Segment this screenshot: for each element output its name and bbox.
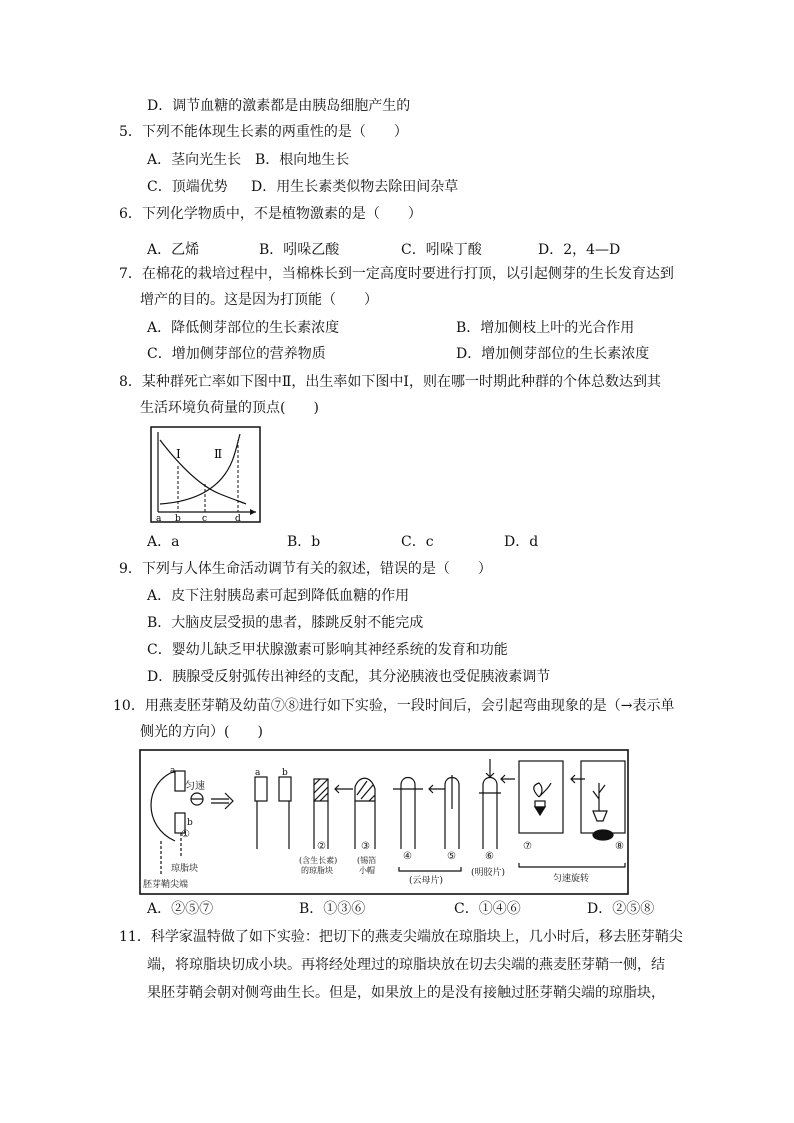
q5-option-a: A．茎向光生长 [147, 152, 242, 168]
tick-d: d [235, 514, 241, 524]
q9-option-d: D．胰腺受反射弧传出神经的支配，其分泌胰液也受促胰液素调节 [147, 669, 551, 685]
q7-option-a: A．降低侧芽部位的生长素浓度 [147, 320, 340, 336]
fig-label-a: a [255, 768, 261, 778]
fig-num-8: ⑧ [615, 841, 624, 852]
q11-line1: 11．科学家温特做了如下实验：把切下的燕麦尖端放在琼脂块上，几小时后，移去胚芽鞘尖 [119, 929, 683, 945]
fig-num-5: ⑤ [447, 851, 456, 862]
q6-option-a: A．乙烯 [147, 242, 200, 258]
tick-b: b [175, 514, 181, 524]
q8-option-d: D．d [504, 534, 539, 550]
q10-stem-line1: 10．用燕麦胚芽鞘及幼苗⑦⑧进行如下实验，一段时间后，会引起弯曲现象的是（→表示单 [113, 698, 675, 714]
q7-stem-line2: 增产的目的。这是因为打顶能（ ） [140, 292, 378, 308]
q5-option-c: C．顶端优势 [147, 179, 228, 195]
q5-option-d: D．用生长素类似物去除田间杂草 [251, 179, 459, 195]
q10-stem-line2: 侧光的方向）( ) [140, 724, 263, 740]
fig-gelatin-label: (明胶片) [471, 868, 506, 878]
fig-num-2: ② [317, 841, 326, 852]
q7-option-d: D．增加侧芽部位的生长素浓度 [456, 346, 650, 362]
q6-stem: 6．下列化学物质中，不是植物激素的是（ ） [119, 206, 422, 222]
q9-option-b: B．大脑皮层受损的患者，膝跳反射不能完成 [147, 615, 424, 631]
population-rate-graph [150, 426, 262, 524]
fig-mica-label: (云母片) [409, 876, 444, 886]
fig-tin-line1: (锡箔 [357, 856, 377, 865]
q6-option-b: B．吲哚乙酸 [259, 242, 340, 258]
fig-num-1: ① [181, 829, 190, 840]
q7-stem-line1: 7．在棉花的栽培过程中，当棉株长到一定高度时要进行打顶，以引起侧芽的生长发育达到 [119, 266, 674, 282]
q11-line2: 端，将琼脂块切成小块。再将经处理过的琼脂块放在切去尖端的燕麦胚芽鞘一侧，结 [147, 957, 665, 973]
q5-option-b: B．根向地生长 [255, 152, 350, 168]
fig-num-3: ③ [361, 841, 370, 852]
q6-option-c: C．吲哚丁酸 [401, 242, 482, 258]
curve-death-rate [160, 434, 240, 504]
fig-label-a-left: a [170, 766, 176, 776]
fig-agar-label: 琼脂块 [171, 864, 199, 874]
q5-stem: 5．下列不能体现生长素的两重性的是（ ） [119, 124, 408, 140]
q8-stem-line2: 生活环境负荷量的顶点( ) [140, 400, 319, 416]
q10-option-b: B．①③⑥ [299, 901, 366, 917]
fig-tip-label: 胚芽鞘尖端 [143, 880, 189, 890]
fig-iaa-line1: (含生长素) [299, 856, 338, 865]
q6-option-d: D．2，4—D [538, 242, 621, 258]
q7-option-c: C．增加侧芽部位的营养物质 [147, 346, 326, 362]
fig-label-b-left: b [187, 818, 193, 828]
q8-option-b: B．b [287, 534, 321, 550]
q9-stem: 9．下列与人体生命活动调节有关的叙述，错误的是（ ） [119, 561, 492, 577]
q10-option-c: C．①④⑥ [454, 901, 521, 917]
q10-option-a: A．②⑤⑦ [147, 901, 214, 917]
q11-line3: 果胚芽鞘会朝对侧弯曲生长。但是，如果放上的是没有接触过胚芽鞘尖端的琼脂块， [147, 985, 665, 1001]
q9-option-a: A．皮下注射胰岛素可起到降低血糖的作用 [147, 588, 410, 604]
q8-stem-line1: 8．某种群死亡率如下图中Ⅱ，出生率如下图中Ⅰ，则在哪一时期此种群的个体总数达到其 [119, 374, 661, 390]
curve-label-2: Ⅱ [214, 447, 223, 461]
fig-tin-line2: 小帽 [359, 866, 375, 875]
fig-num-4: ④ [403, 851, 412, 862]
curve-birth-rate [160, 440, 246, 504]
fig-rotate-label: 匀速旋转 [553, 874, 590, 884]
q10-option-d: D．②⑤⑧ [587, 901, 655, 917]
q8-option-a: A．a [147, 534, 180, 550]
tick-c: c [202, 514, 208, 524]
fig-num-7: ⑦ [523, 841, 532, 852]
q4-option-d: D．调节血糖的激素都是由胰岛细胞产生的 [147, 98, 411, 114]
coleoptile-experiment-figure [139, 749, 629, 895]
curve-label-1: Ⅰ [176, 447, 181, 461]
q9-option-c: C．婴幼儿缺乏甲状腺激素可影响其神经系统的发育和功能 [147, 642, 508, 658]
fig-num-6: ⑥ [485, 851, 494, 862]
q8-option-c: C．c [401, 534, 434, 550]
tick-a: a [156, 514, 162, 524]
fig-speed: 匀速 [185, 781, 205, 792]
fig-label-b: b [282, 768, 288, 778]
q7-option-b: B．增加侧枝上叶的光合作用 [456, 320, 635, 336]
fig-iaa-line2: 的琼脂块 [301, 866, 333, 875]
